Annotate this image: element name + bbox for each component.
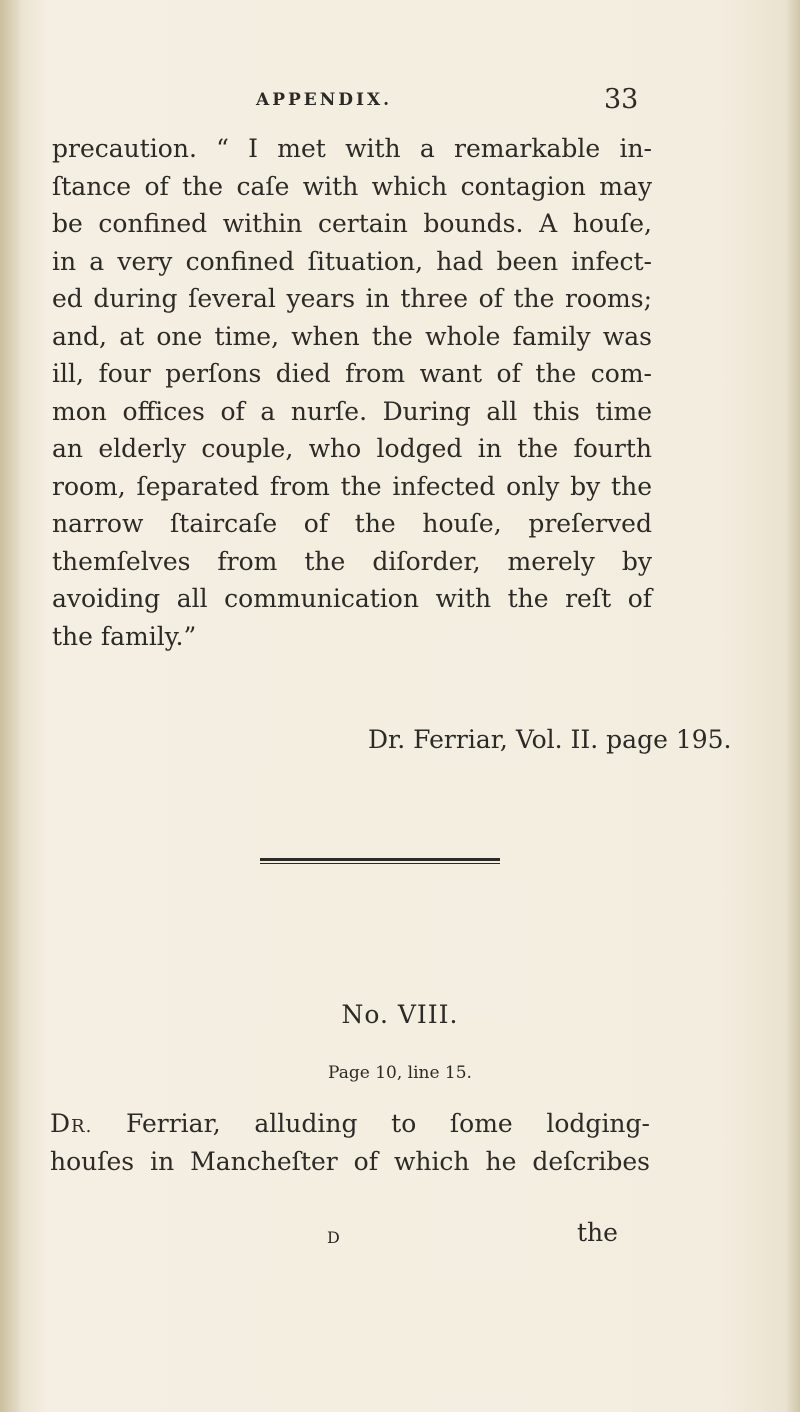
text-line: precaution. “ I met with a remarkable in- [52, 134, 652, 163]
text-line-rest: Ferriar, alluding to ſome lodging- [92, 1109, 650, 1138]
catchword: the [577, 1218, 618, 1247]
text-line: ed during ſeveral years in three of the rooms; [52, 284, 652, 313]
running-head: APPENDIX. [256, 90, 393, 110]
text-line: be confined within certain bounds. A houſe, [52, 209, 652, 238]
section-body [50, 1105, 650, 1181]
citation: Dr. Ferriar, Vol. II. page 195. [368, 725, 732, 754]
text-line: houſes in Mancheſter of which he deſcribes [50, 1147, 650, 1176]
small-caps: R. [71, 1116, 93, 1137]
section-title: No. VIII. [341, 1000, 459, 1029]
section-subtitle: Page 10, line 15. [328, 1063, 472, 1083]
text-line: ill, four perſons died from want of the com- [52, 359, 652, 388]
page-footer [0, 1218, 800, 1258]
text-line [50, 1105, 650, 1143]
section-divider [260, 858, 500, 864]
drop-initial: D [50, 1109, 72, 1138]
divider-thin-line [260, 863, 500, 864]
text-line: an elderly couple, who lodged in the fourth [52, 434, 652, 463]
text-line: narrow ſtaircaſe of the houſe, preſerved [52, 509, 652, 538]
text-line: and, at one time, when the whole family was [52, 321, 652, 351]
text-line: ſtance of the caſe with which contagion may [52, 171, 652, 201]
page-number: 33 [604, 84, 639, 115]
page-header [0, 84, 800, 124]
quoted-passage [52, 130, 652, 655]
text-line: room, ſeparated from the infected only by the [52, 471, 652, 501]
text-line: the family.” [52, 621, 197, 651]
divider-thick-line [260, 858, 500, 861]
text-line: themſelves from the diſorder, merely by [52, 546, 652, 576]
text-line: in a very confined ſituation, had been infect- [52, 246, 652, 276]
page-left-edge [0, 0, 22, 1412]
text-line: avoiding all communication with the reſt of [52, 584, 652, 613]
signature-mark: D [327, 1228, 340, 1247]
text-line: mon offices of a nurſe. During all this time [52, 396, 652, 426]
page-right-edge [786, 0, 800, 1412]
